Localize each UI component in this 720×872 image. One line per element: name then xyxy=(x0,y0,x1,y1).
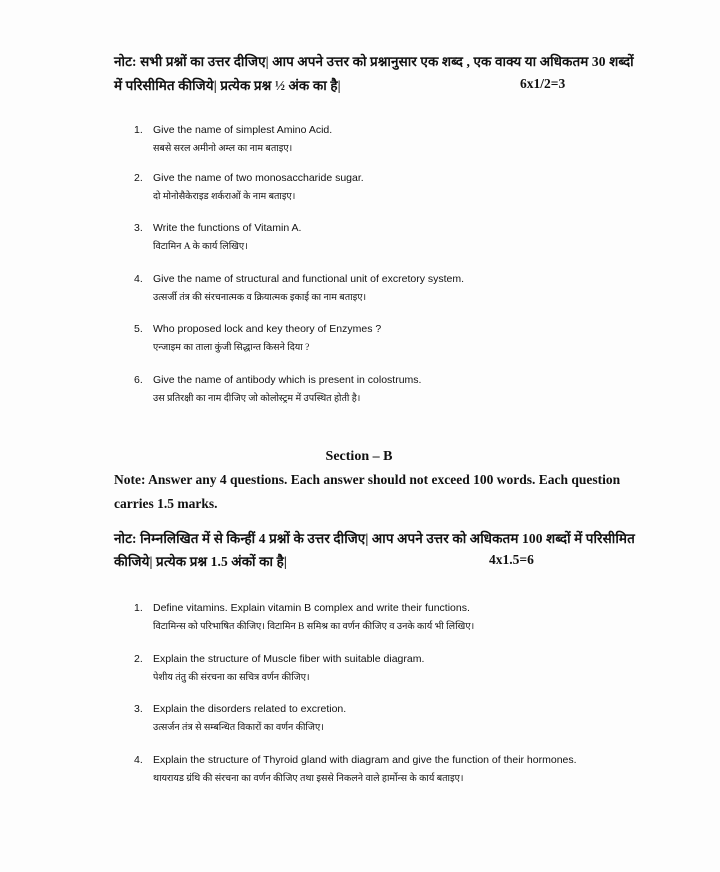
section-b-marks: 4x1.5=6 xyxy=(489,552,534,567)
section-a-note-line-2: में परिसीमित कीजिये| प्रत्येक प्रश्न ½ अंक का है| xyxy=(114,78,341,93)
question-number: 2. xyxy=(134,172,143,184)
question-number: 5. xyxy=(134,323,143,335)
question-text-en: Give the name of two monosaccharide sugar. xyxy=(153,172,364,184)
question-text-en: Give the name of simplest Amino Acid. xyxy=(153,124,333,136)
section-b-note-hi-line-2: कीजिये| प्रत्येक प्रश्न 1.5 अंकों का है| xyxy=(114,554,287,569)
question-number: 6. xyxy=(134,374,143,386)
section-a-marks: 6x1/2=3 xyxy=(520,76,566,91)
question-number: 4. xyxy=(134,273,143,285)
question-number: 3. xyxy=(134,703,143,715)
question-number: 1. xyxy=(134,602,143,614)
question-text-hi: उस प्रतिरक्षी का नाम दीजिए जो कोलोस्ट्रम में उपस्थित होती है। xyxy=(153,394,361,404)
section-b-question-2 xyxy=(134,649,634,683)
question-text-en: Explain the disorders related to excretion. xyxy=(153,703,347,715)
question-text-en: Define vitamins. Explain vitamin B complex and write their functions. xyxy=(153,602,470,614)
question-text-en: Write the functions of Vitamin A. xyxy=(153,222,302,234)
question-number: 3. xyxy=(134,222,143,234)
question-number: 4. xyxy=(134,754,143,766)
section-a-question-3 xyxy=(134,218,634,252)
question-text-hi: सबसे सरल अमीनो अम्ल का नाम बताइए। xyxy=(153,144,293,154)
section-a-question-2 xyxy=(134,168,634,202)
question-text-hi: विटामिन्स को परिभाषित कीजिए। विटामिन B समिश्र का वर्णन कीजिए व उनके कार्य भी लिखिए। xyxy=(153,622,475,632)
section-b-title xyxy=(0,449,720,465)
question-text-hi: विटामिन A के कार्य लिखिए। xyxy=(153,242,248,252)
question-text-hi: एन्जाइम का ताला कुंजी सिद्धान्त किसने दिया ? xyxy=(153,343,310,353)
question-text-hi: पेशीय तंतु की संरचना का सचित्र वर्णन कीजिए। xyxy=(153,673,310,683)
question-text-en: Who proposed lock and key theory of Enzymes ? xyxy=(153,323,382,335)
question-text-hi: उत्सर्जन तंत्र से सम्बन्धित विकारों का वर्णन कीजिए। xyxy=(153,723,324,733)
section-b-title-text: Section – B xyxy=(325,449,393,464)
section-b-question-4 xyxy=(134,750,634,784)
section-b-question-1 xyxy=(134,598,634,632)
question-number: 1. xyxy=(134,124,143,136)
question-text-en: Give the name of structural and functional unit of excretory system. xyxy=(153,273,465,285)
section-a-note-line-1: नोट: सभी प्रश्नों का उत्तर दीजिए| आप अपने उत्तर को प्रश्नानुसार एक शब्द , एक वाक्य या अधिकतम 30 शब्दों xyxy=(114,54,634,69)
section-b-note-en-line-1: Note: Answer any 4 questions. Each answer should not exceed 100 words. Each question xyxy=(114,472,621,487)
section-a-question-6 xyxy=(134,370,634,404)
section-b-question-3 xyxy=(134,699,634,733)
section-a-question-4 xyxy=(134,269,634,303)
section-a-question-5 xyxy=(134,319,634,353)
question-text-hi: उत्सर्जी तंत्र की संरचनात्मक व क्रियात्मक इकाई का नाम बताइए। xyxy=(153,293,367,303)
question-text-en: Give the name of antibody which is present in colostrums. xyxy=(153,374,422,386)
question-text-hi: थायरायड ग्रंथि की संरचना का वर्णन कीजिए तथा इससे निकलने वाले हार्मोन्स के कार्य बताइए। xyxy=(153,774,464,784)
question-number: 2. xyxy=(134,653,143,665)
section-a-question-1 xyxy=(134,120,634,154)
section-b-note-hi-line-1: नोट: निम्नलिखित में से किन्हीं 4 प्रश्नों के उत्तर दीजिए| आप अपने उत्तर को अधिकतम 100 शब्दों में परिसीमित xyxy=(114,531,635,546)
question-text-en: Explain the structure of Muscle fiber with suitable diagram. xyxy=(153,653,425,665)
question-text-hi: दो मोनोसैकेराइड शर्कराओं के नाम बताइए। xyxy=(153,192,296,202)
question-text-en: Explain the structure of Thyroid gland with diagram and give the function of their hormones. xyxy=(153,754,577,766)
section-b-note-en-line-2: carries 1.5 marks. xyxy=(114,496,218,511)
